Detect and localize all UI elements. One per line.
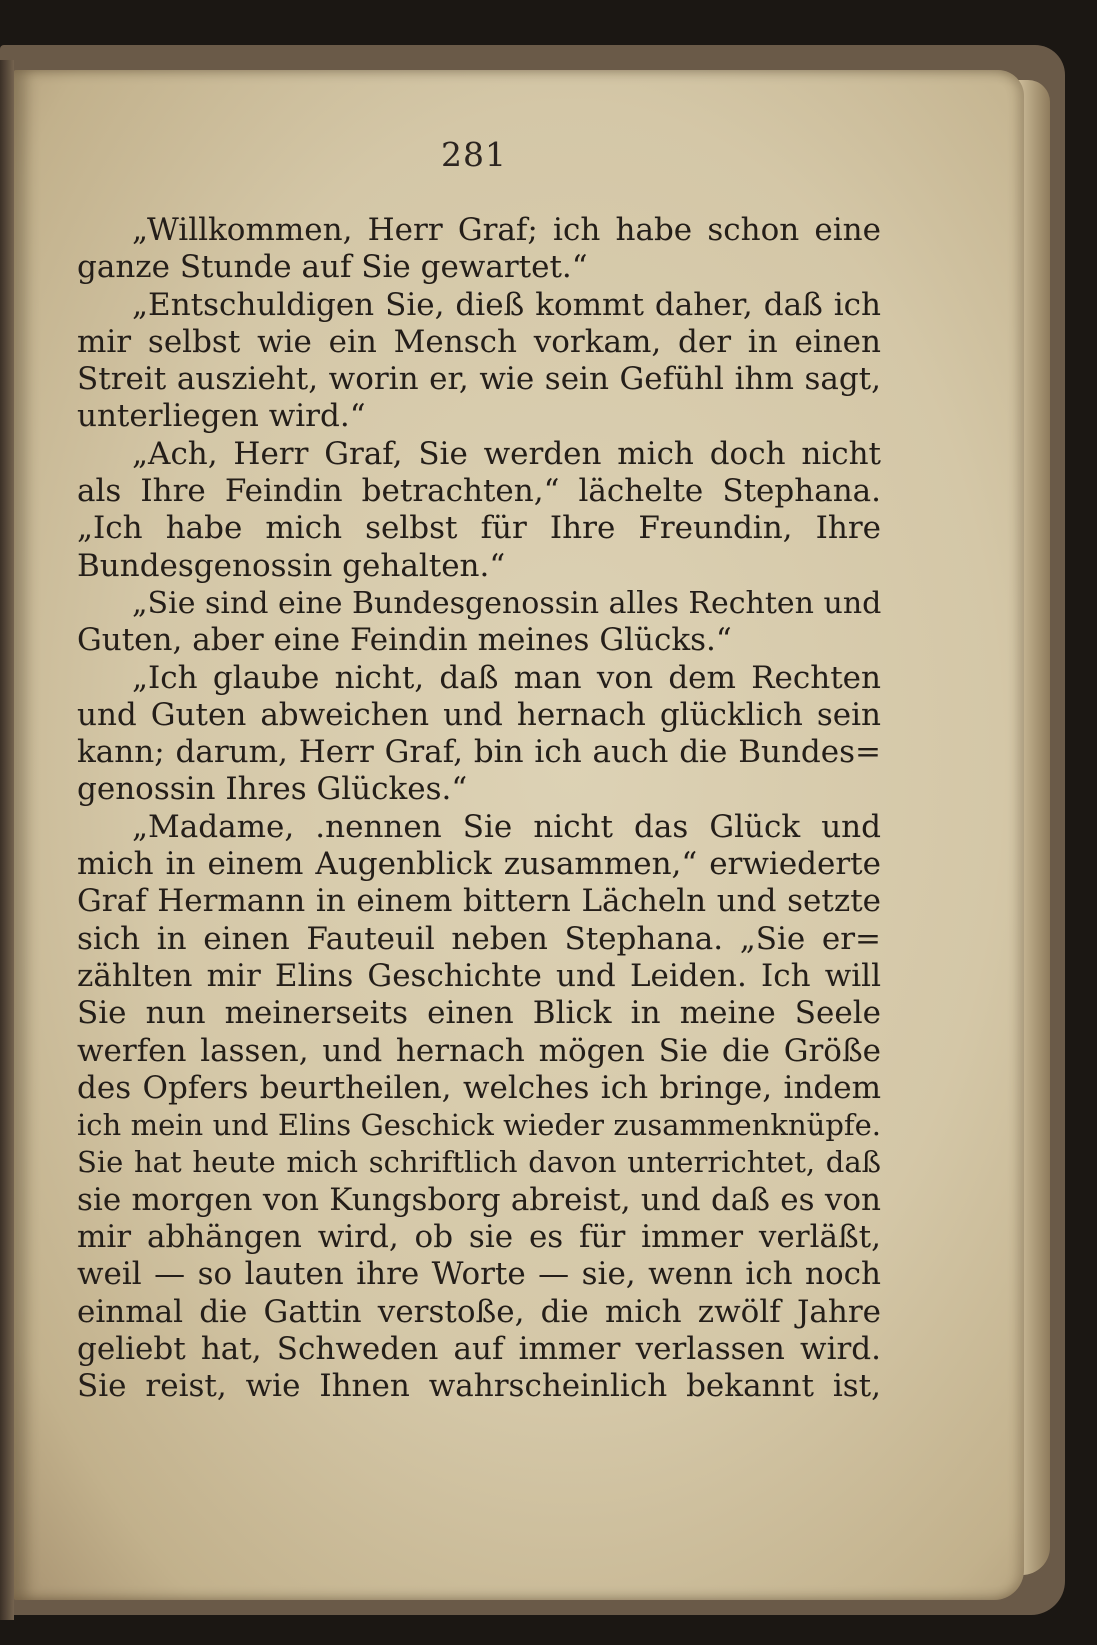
text-line: einmal die Gattin verstoße, die mich zwölf Jahre [77, 1293, 881, 1330]
text-line: Graf Hermann in einem bittern Lächeln und setzte [77, 883, 881, 920]
book-spine [0, 60, 14, 1620]
text-line: werfen lassen, und hernach mögen Sie die Größe [77, 1032, 881, 1069]
text-line: „Entschuldigen Sie, dieß kommt daher, daß ich [132, 286, 881, 323]
text-line: als Ihre Feindin betrachten,“ lächelte Stephana. [77, 473, 881, 510]
text-line: „Sie sind eine Bundesgenossin alles Rechten und [132, 585, 882, 621]
text-line: sich in einen Fauteuil neben Stephana. „Sie er= [77, 920, 881, 957]
text-line: kann; darum, Herr Graf, bin ich auch die Bundes= [77, 734, 881, 771]
text-line: Streit auszieht, worin er, wie sein Gefühl ihm sagt, [77, 361, 881, 398]
text-line: Guten, aber eine Feindin meines Glücks.“ [77, 622, 732, 659]
text-line: ich mein und Elins Geschick wieder zusammenknüpfe. [77, 1108, 881, 1143]
text-line: unterliegen wird.“ [77, 398, 366, 435]
text-line: Sie reist, wie Ihnen wahrscheinlich bekannt ist, [77, 1368, 881, 1405]
text-line: „Ach, Herr Graf, Sie werden mich doch nicht [132, 435, 881, 472]
text-line: „Ich glaube nicht, daß man von dem Rechten [132, 659, 881, 696]
text-line: ganze Stunde auf Sie gewartet.“ [77, 249, 588, 286]
text-line: des Opfers beurtheilen, welches ich bringe, indem [77, 1069, 881, 1106]
page-number: 281 [441, 135, 507, 174]
text-line: genossin Ihres Glückes.“ [77, 771, 468, 808]
text-line: „Madame, .nennen Sie nicht das Glück und [132, 808, 881, 845]
text-line: mich in einem Augenblick zusammen,“ erwiederte [77, 846, 881, 883]
text-line: geliebt hat, Schweden auf immer verlassen wird. [77, 1330, 881, 1367]
text-line: Bundesgenossin gehalten.“ [77, 547, 506, 584]
text-line: weil — so lauten ihre Worte — sie, wenn ich noch [77, 1256, 881, 1293]
text-line: Sie hat heute mich schriftlich davon unterrichtet, daß [77, 1145, 881, 1180]
text-line: mir abhängen wird, ob sie es für immer verläßt, [77, 1219, 881, 1256]
text-line: Sie nun meinerseits einen Blick in meine Seele [77, 995, 881, 1032]
text-line: zählten mir Elins Geschichte und Leiden. Ich will [77, 957, 881, 994]
text-line: mir selbst wie ein Mensch vorkam, der in einen [77, 323, 881, 360]
text-line: sie morgen von Kungsborg abreist, und daß es von [77, 1181, 881, 1218]
text-line: „Ich habe mich selbst für Ihre Freundin, Ihre [77, 510, 881, 547]
text-line: „Willkommen, Herr Graf; ich habe schon eine [132, 212, 881, 248]
body-text [77, 212, 881, 1406]
text-line: und Guten abweichen und hernach glücklich sein [77, 696, 881, 733]
